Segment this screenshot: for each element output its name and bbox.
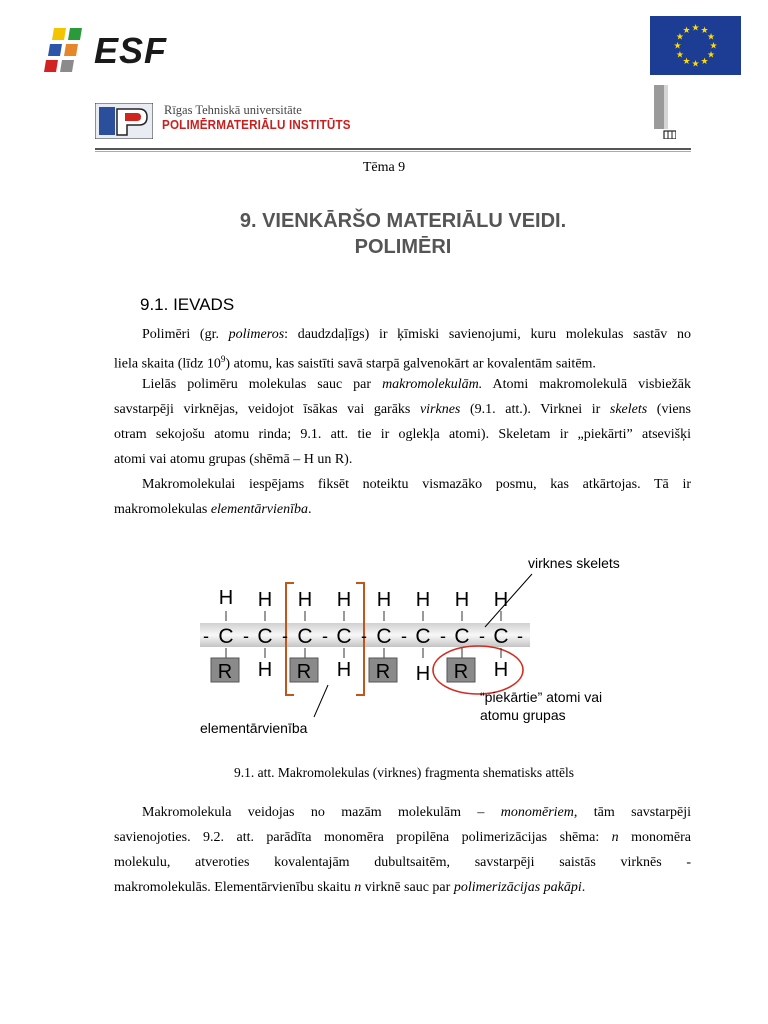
atom-h-side: H [493,659,509,681]
backbone-dash: - [322,626,328,646]
atom-r-side: R [296,661,312,683]
atom-r-side: R [375,661,391,683]
topic-label: Tēma 9 [362,160,406,175]
eu-star-icon: ★ [691,58,700,69]
eu-star-icon: ★ [707,31,716,42]
university-name: Rīgas Tehniskā universitāte [164,103,302,117]
atom-h-side: H [415,663,431,685]
eu-star-icon: ★ [691,22,700,33]
eu-star-icon: ★ [675,49,684,60]
atom-c-backbone: C [493,625,509,648]
atom-c-backbone: C [454,625,470,648]
atom-h-top: H [415,589,431,611]
skeleton-pointer [485,574,532,627]
institute-name: POLIMĒRMATERIĀLU INSTITŪTS [162,118,351,132]
atom-r-side: R [453,661,469,683]
atom-h-top: H [376,589,392,611]
eu-star-icon: ★ [675,31,684,42]
atom-r-side: R [217,661,233,683]
header-rule [95,148,691,150]
atom-h-top: H [257,589,273,611]
backbone-dash: - [401,626,407,646]
eu-star-icon: ★ [709,40,718,51]
eu-star-icon: ★ [682,56,691,67]
backbone-dash: - [203,626,209,646]
atom-c-backbone: C [415,625,431,648]
backbone-dash: - [361,626,367,646]
atom-c-backbone: C [336,625,352,648]
backbone-dash: - [282,626,288,646]
atom-h-top: H [454,589,470,611]
atom-h-side: H [257,659,273,681]
eu-star-icon: ★ [673,40,682,51]
label-pendant-2: atomu grupas [480,707,566,723]
chapter-title-line1: 9. VIENKĀRŠO MATERIĀLU VEIDI. [239,210,567,232]
atom-c-backbone: C [376,625,392,648]
eu-star-icon: ★ [707,49,716,60]
atom-h-top: H [493,589,509,611]
building-pillar-icon [652,85,676,139]
atom-h-top: H [336,589,352,611]
atom-h-side: H [336,659,352,681]
backbone-dash: - [440,626,446,646]
atom-c-backbone: C [297,625,313,648]
label-pendant-1: “piekārtie” atomi vai [480,689,603,705]
eu-star-icon: ★ [682,24,691,35]
label-unit: elementārvienība [200,720,308,736]
atom-c-backbone: C [218,625,234,648]
eu-star-icon: ★ [700,56,709,67]
section-heading: 9.1. IEVADS [140,295,235,314]
atom-h-top: H [297,589,313,611]
paragraph-monomers: Makromolekula veidojas no mazām molekulām – monomēriem, tām savstarpēji savienojoties. 9.2. att. parādīta monomēra propilēna polimerizācijas shēma: n monomēra molekulu, atveroties kovalentajām dubultsaitēm, savstarpēji saistās virknēs - makromolekulās. Elementārvienību skaitu n virknē sauc par polimerizācijas pakāpi. [114,805,691,895]
esf-logo-text: ESF [94,30,168,71]
rtu-institute-logo [95,103,153,139]
paragraph-macromolecules: Lielās polimēru molekulas sauc par makromolekulām. Atomi makromolekulā visbiežāk savstarpēji virknējas, veidojot īsākas vai garāks virknes (9.1. att.). Virknei ir skelets (viens otram sekojošu atomu rinda; 9.1. att. tie ir oglekļa atomi). Skeletam ir „piekārti” atsevišķi atomi vai atomu grupas (shēmā – H un R). [114,377,692,467]
figure-caption: 9.1. att. Makromolekulas (virknes) fragmenta shematisks attēls [233,765,575,780]
header-rule-thin [95,151,691,152]
backbone-dash: - [517,626,523,646]
atom-h-top: H [218,587,234,609]
atom-c-backbone: C [257,625,273,648]
eu-star-icon: ★ [700,24,709,35]
chapter-title-line2: POLIMĒRI [354,236,452,258]
eu-flag [650,16,741,75]
backbone-dash: - [479,626,485,646]
paragraph-elementary-unit: Makromolekulai iespējams fiksēt noteiktu vismazāko posmu, kas atkārtojas. Tā ir makromolekulas elementārvienība. [114,477,691,517]
paragraph-intro: Polimēri (gr. polimeros: daudzdaļīgs) ir ķīmiski savienojumi, kuru molekulas sastāv no liela skaita (līdz $10^9$) atomu, kas saistīti savā starpā galvenokārt ar kovalentām saitēm. [114,327,691,372]
unit-pointer [314,685,328,717]
backbone-dash: - [243,626,249,646]
label-skeleton: virknes skelets [528,555,620,571]
macromolecule-diagram [180,545,640,745]
